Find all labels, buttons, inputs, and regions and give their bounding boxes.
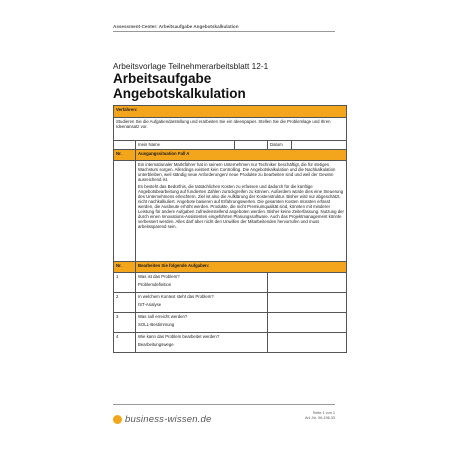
name-label: mein Name [136, 141, 235, 150]
verfahren-heading: Verfahren: [114, 106, 347, 118]
task-answer-field[interactable] [268, 293, 347, 313]
task-row [114, 333, 347, 353]
task-hint: Problemdefinition [138, 282, 172, 287]
task-answer-field[interactable] [268, 273, 347, 293]
task-row [114, 313, 347, 333]
verfahren-heading-row [114, 106, 347, 118]
task-row [114, 293, 347, 313]
task-hint: Bearbeitungswege [138, 342, 174, 347]
task-question: Was soll erreicht werden? [138, 314, 188, 319]
task-answer-field[interactable] [268, 313, 347, 333]
ausgangs-text-row [114, 161, 347, 262]
task-hint: SOLL-Bestimmung [138, 322, 175, 327]
task-question: Was ist das Problem? [138, 274, 180, 279]
task-number: 1 [114, 273, 136, 293]
task-number: 3 [114, 313, 136, 333]
task-text [136, 293, 268, 313]
logo-dot-icon [113, 415, 122, 424]
title-line-2: Angebotskalkulation [113, 85, 246, 101]
task-hint: IST-Analyse [138, 302, 162, 307]
verfahren-text-row [114, 118, 347, 141]
task-question: Wie kann das Problem bearbeitet werden? [138, 334, 220, 339]
task-text [136, 333, 268, 353]
verfahren-text: Studieren Sie die Aufgabendarstellung und erarbeiten Sie ein Ideenpapier. Stellen Sie die Problemlage und Ihren Ideenansatz vor. [114, 118, 347, 141]
task-number: 4 [114, 333, 136, 353]
document-header: Assessment-Center: Arbeitsaufgabe Angebotskalkulation [113, 24, 239, 29]
document-subtitle: Arbeitsvorlage Teilnehmerarbeitsblatt 12-1 [113, 61, 269, 71]
task-answer-field[interactable] [268, 333, 347, 353]
document-title [113, 72, 246, 101]
date-field[interactable] [292, 141, 347, 150]
aufgaben-heading-row [114, 262, 347, 273]
logo-text: business-wissen.de [125, 414, 212, 425]
task-text [136, 313, 268, 333]
page-number: Seite 1 von 1 [312, 411, 335, 415]
ausgangs-heading-row [114, 150, 347, 161]
task-question: In welchem Kontext steht das Problem? [138, 294, 214, 299]
ausgangs-text [136, 161, 347, 262]
task-row [114, 273, 347, 293]
title-line-1: Arbeitsaufgabe [113, 71, 212, 86]
worksheet-table [113, 105, 347, 353]
ausgangs-paragraph-2: Es besteht das Bedürfnis, die tatsächlichen Kosten zu erfassen und dadurch für die künftige Angebotsbearbeitung auf fundierten Zahlen zurückgreifen zu können. Außerdem würde dies eine Steuerung des Unternehmens erleichtern. Ziel ist also die Aufklärung der Kostenstruktur. Bisher wird nur abgeschätzt, nicht nachkalkuliert. Angebote basieren auf Erfahrungswerten. Die gesamten Kosten müssten erfasst werden, die Ausbeute erhöht werden. Produkte, die nicht Premiumqualität sind, könnten mit minderer Leistung für andere Aufgaben zufriedenstellend angeboten werden. Bisher keine Zeiterfassung. Nutzung der durch einen Innovations-Assistenten eingeführten Planungssoftware. Auch das Projektmanagement könnte verbessert werden. Alles darf aber nicht den Unwillen der Mitarbeitenden hervorrufen und muss arbeitssparend sein. [138, 184, 344, 229]
brand-logo [113, 414, 212, 425]
date-label: Datum [268, 141, 292, 150]
header-divider [113, 31, 335, 32]
aufgaben-heading: Bearbeiten Sie folgende Aufgaben: [136, 262, 347, 273]
task-text [136, 273, 268, 293]
fields-row [114, 141, 347, 150]
article-number: Art.-Nr. 06.196.33 [305, 416, 335, 420]
footer-divider [113, 404, 335, 405]
footer-meta [305, 411, 335, 421]
ausgangs-paragraph-1: Ein internationaler Marktführer hat in seinem Unternehmen nur Techniker beschäftigt, die für stetiges Wachstum sorgen. Allerdings existiert kein Controlling. Die Angebotskalkulation und die Nachkalkulation unterbleiben, weil ständig neue Anforderungen/ neue Produkte zu bearbeiten sind und weil der Gewinn ausreichend ist. [138, 162, 336, 182]
nr-header: Nr. [114, 150, 136, 161]
task-number: 2 [114, 293, 136, 313]
ausgangs-heading: Ausgangssituation Fall A [136, 150, 347, 161]
name-field[interactable] [235, 141, 268, 150]
nr-header-2: Nr. [114, 262, 136, 273]
